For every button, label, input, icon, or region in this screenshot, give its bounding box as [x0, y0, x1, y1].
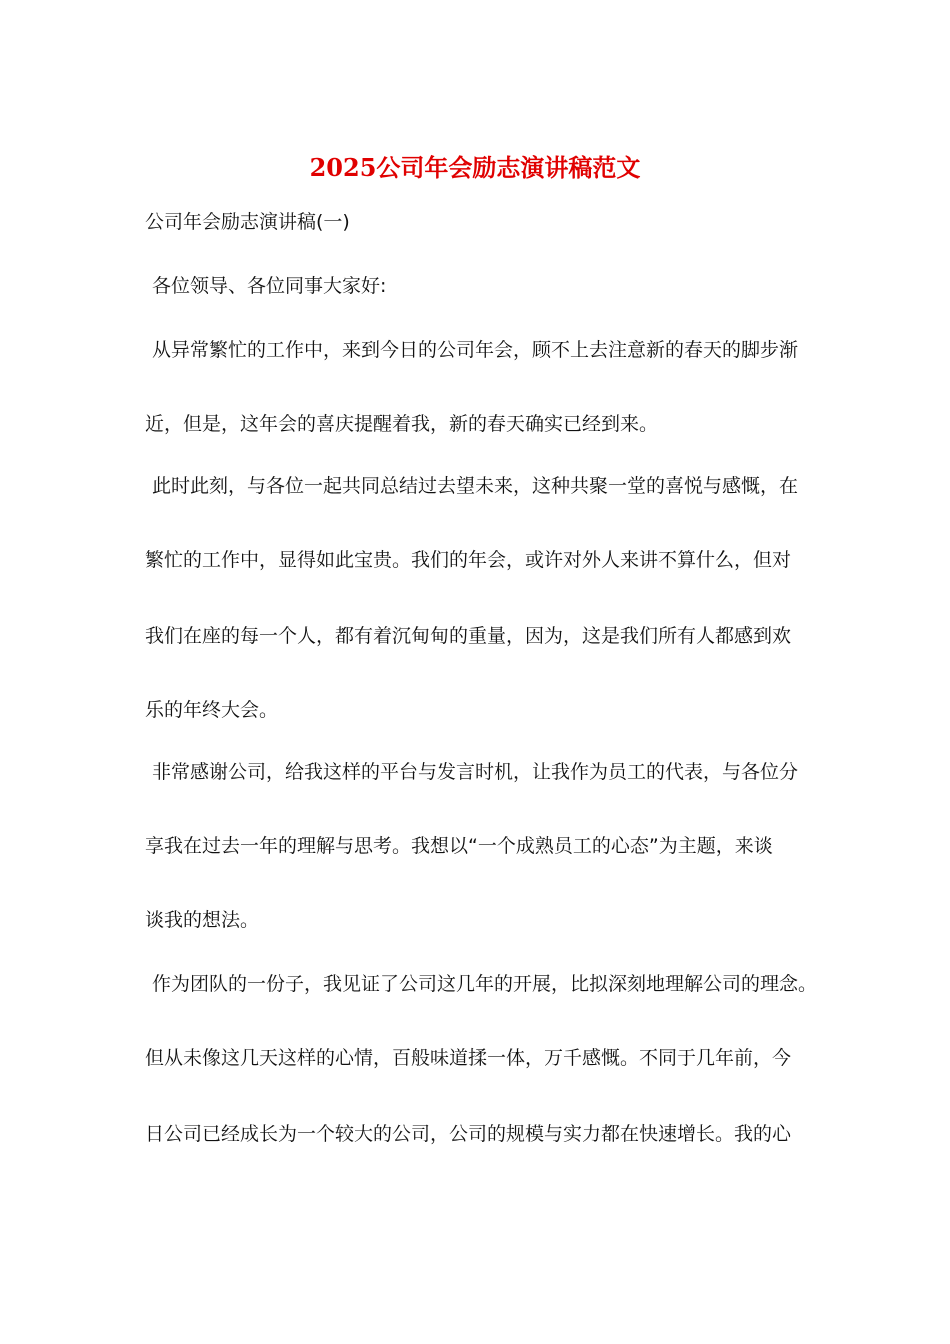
- paragraph-line: 作为团队的一份子，我见证了公司这几年的开展，比拟深刻地理解公司的理念。: [152, 973, 818, 995]
- paragraph-line: 非常感谢公司，给我这样的平台与发言时机，让我作为员工的代表，与各位分: [152, 761, 799, 783]
- paragraph-line: 享我在过去一年的理解与思考。我想以“一个成熟员工的心态”为主题，来谈: [145, 835, 773, 857]
- paragraph-line: 但从未像这几天这样的心情，百般味道揉一体，万千感慨。不同于几年前，今: [145, 1047, 792, 1069]
- paragraph-line: 近，但是，这年会的喜庆提醒着我，新的春天确实已经到来。: [145, 413, 659, 435]
- paragraph-line: 乐的年终大会。: [145, 699, 279, 721]
- paragraph-line: 谈我的想法。: [145, 909, 260, 931]
- paragraph-line: 我们在座的每一个人，都有着沉甸甸的重量，因为，这是我们所有人都感到欢: [145, 625, 792, 647]
- paragraph-line: 此时此刻，与各位一起共同总结过去望未来，这种共聚一堂的喜悦与感慨，在: [152, 475, 799, 497]
- document-title: 2025公司年会励志演讲稿范文: [309, 153, 641, 182]
- greeting-line: 各位领导、各位同事大家好:: [152, 275, 387, 297]
- paragraph-line: 从异常繁忙的工作中，来到今日的公司年会，顾不上去注意新的春天的脚步渐: [152, 339, 799, 361]
- paragraph-line: 日公司已经成长为一个较大的公司，公司的规模与实力都在快速增长。我的心: [145, 1123, 792, 1145]
- subtitle: 公司年会励志演讲稿(一): [145, 211, 350, 233]
- paragraph-line: 繁忙的工作中，显得如此宝贵。我们的年会，或许对外人来讲不算什么，但对: [145, 549, 792, 571]
